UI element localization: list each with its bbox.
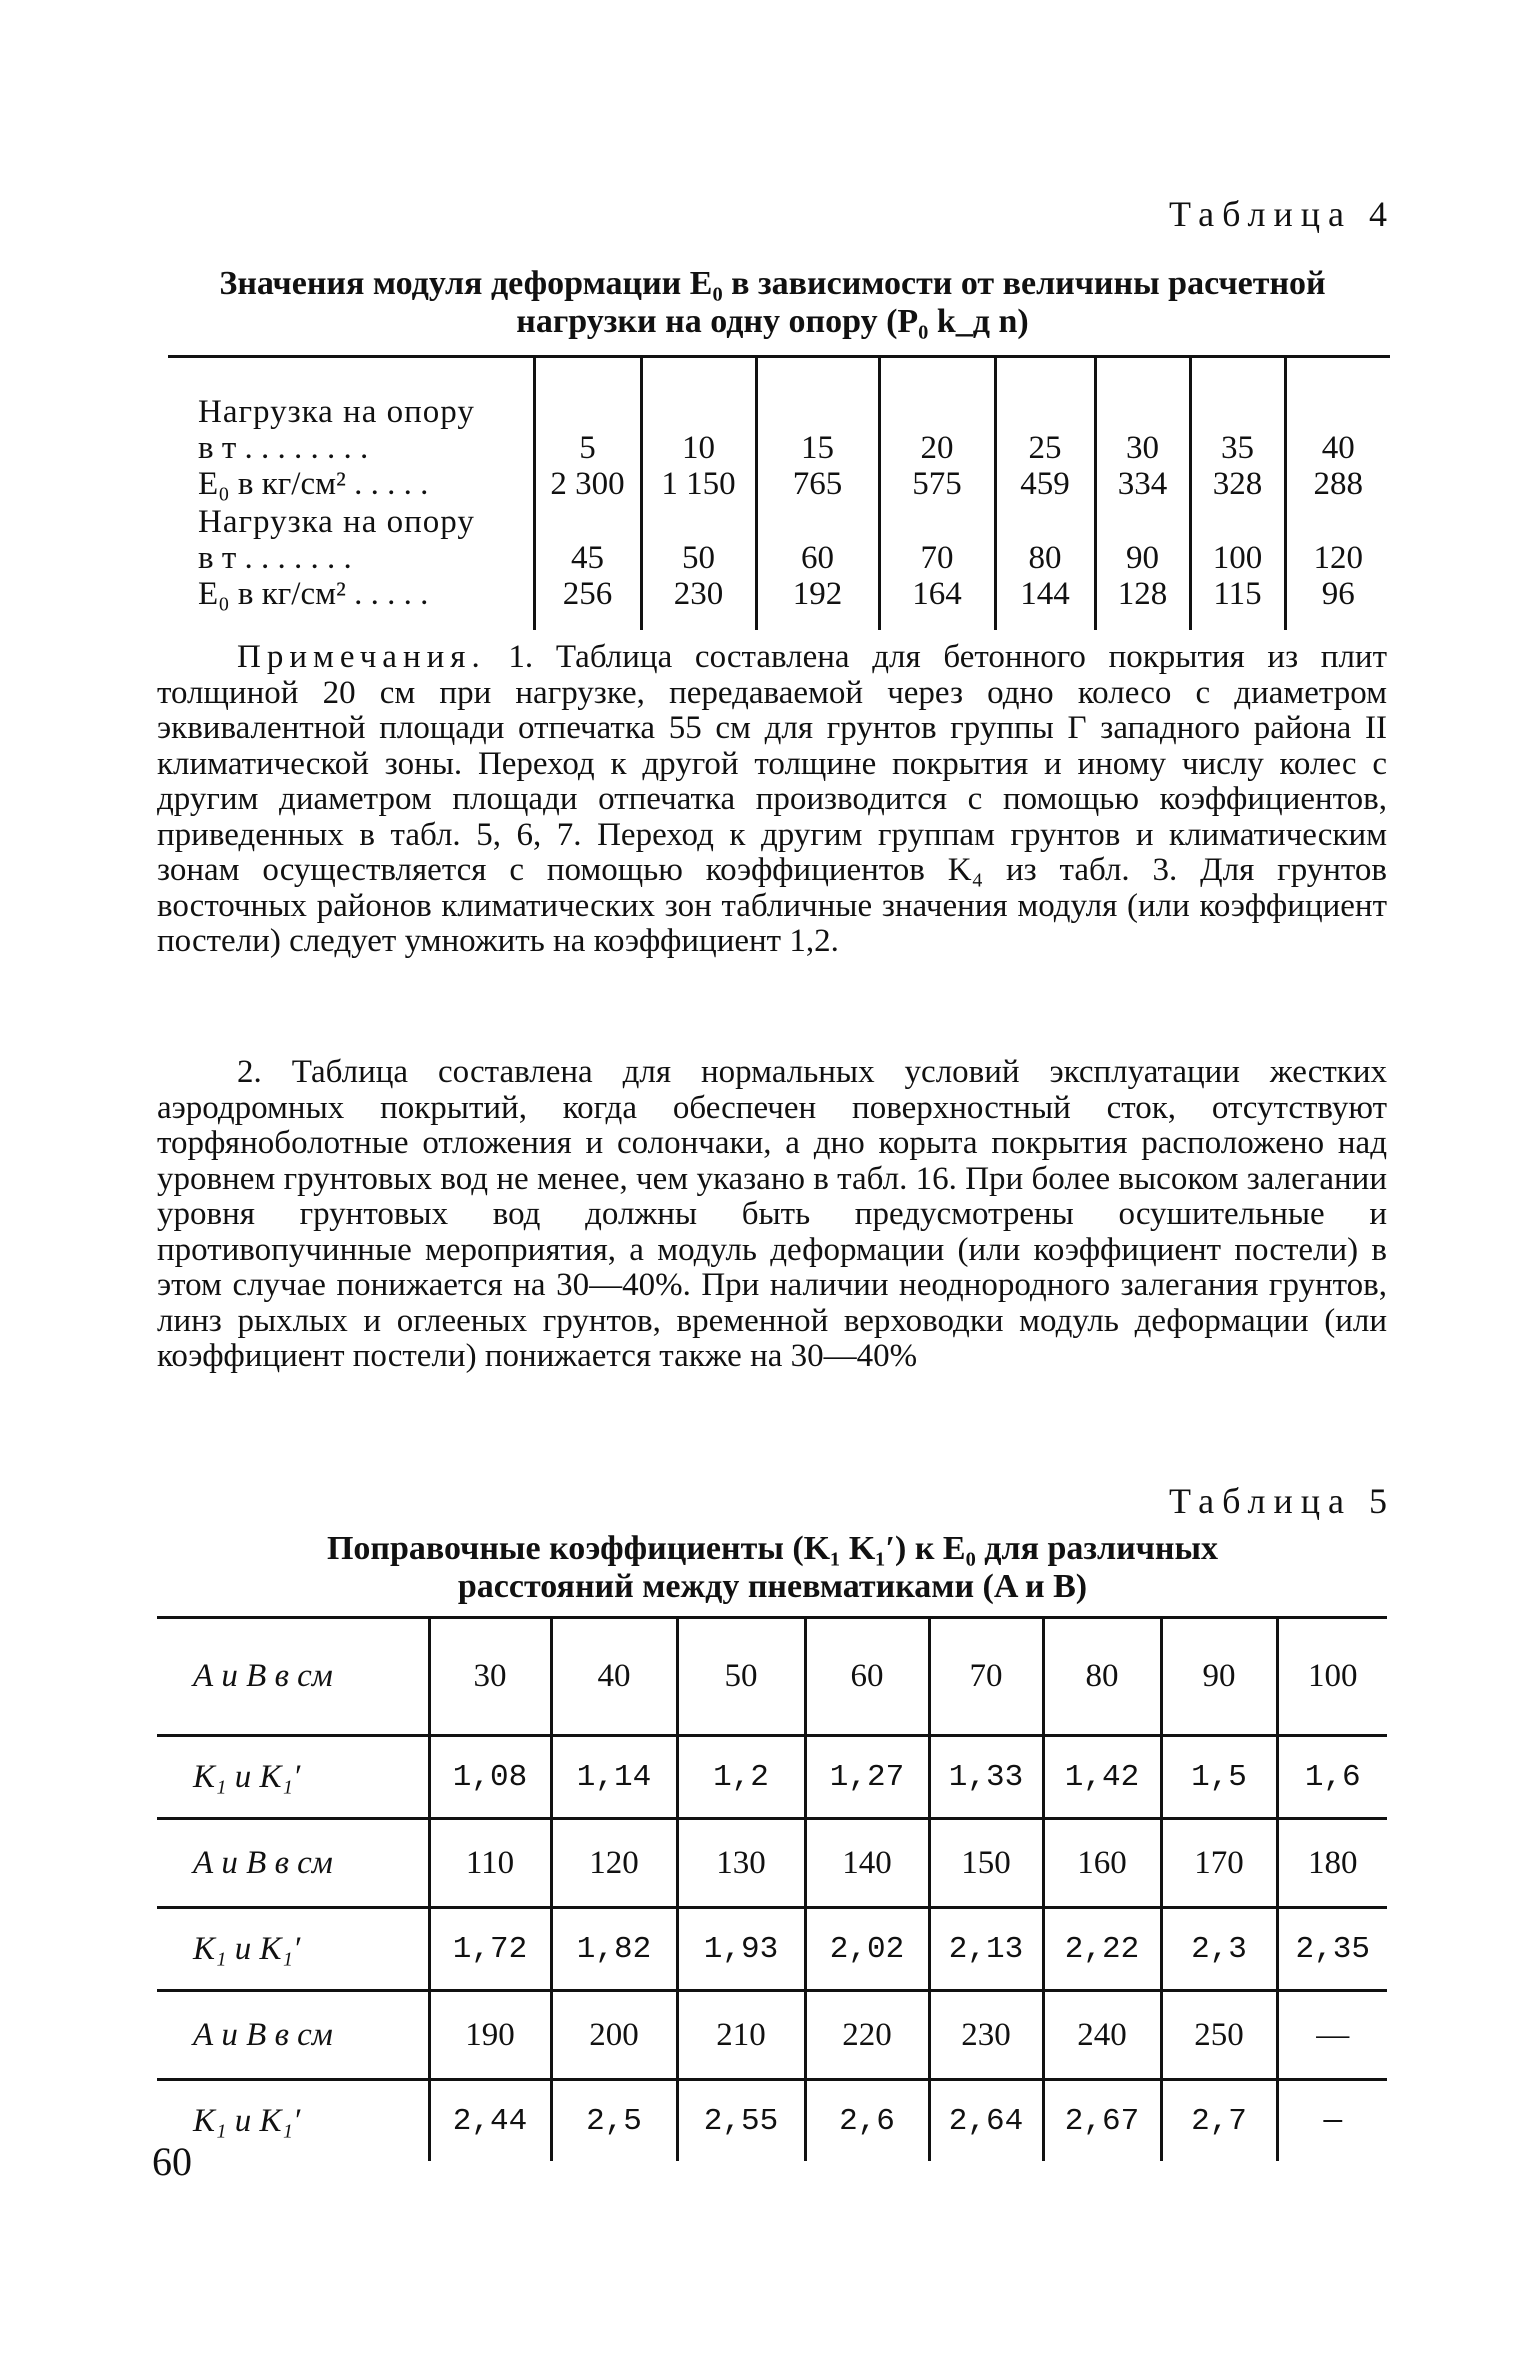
table5-k-cell: 2,5 [551, 2080, 677, 2162]
table5-k-cell: 1,93 [677, 1908, 805, 1991]
table4-e0-cell: 328 [1190, 466, 1285, 504]
table4-load2-cell: 120 [1285, 504, 1390, 576]
table5-ab-row [157, 1618, 1387, 1736]
table4-e02-cell: 192 [756, 576, 879, 630]
table5-ab-cell: — [1277, 1991, 1387, 2080]
table4-load-cell: 20 [879, 357, 995, 467]
table4 [168, 355, 1390, 630]
table5-ab-cell: 130 [677, 1819, 805, 1908]
table4-notes [157, 640, 1387, 960]
table5-k-cell: 2,44 [429, 2080, 551, 2162]
table4-e02-cell: 230 [641, 576, 756, 630]
table5-k-cell: 2,55 [677, 2080, 805, 2162]
table4-row-label [168, 357, 534, 467]
table5-caption [150, 1530, 1395, 1606]
table4-load2-cell: 70 [879, 504, 995, 576]
table5-caption-line2: расстояний между пневматиками (A и B) [457, 1568, 1088, 1605]
notes-heading: Примечания. [237, 639, 486, 675]
table4-row-label [168, 504, 534, 576]
table4-row-label-line: в т . . . . . . . [198, 540, 352, 576]
table5-k-row [157, 1736, 1387, 1819]
table4-notes-2 [157, 1055, 1387, 1375]
table5-ab-cell: 170 [1161, 1819, 1277, 1908]
table5-k-label: K₁ и K₁′ [157, 1908, 429, 1991]
table5-k-cell: 1,72 [429, 1908, 551, 1991]
table4-row-label-line: Нагрузка на опору [198, 504, 475, 540]
table5-k-cell: 2,13 [929, 1908, 1043, 1991]
table5-ab-cell: 230 [929, 1991, 1043, 2080]
table4-row-label-line: E₀ в кг/см² . . . . . [198, 576, 429, 612]
table5-k-cell: 1,08 [429, 1736, 551, 1819]
table4-caption [150, 265, 1395, 341]
table4-e0-cell: 288 [1285, 466, 1390, 504]
table4-load2-cell: 80 [995, 504, 1095, 576]
note-1-text: 1. Таблица составлена для бетонного покрытия из плит толщиной 20 см при нагрузке, передаваемой через одно колесо с диаметром эквивалентной площади отпечатка 55 см для грунтов группы Г западного района II климатической зоны. Переход к другой толщине покрытия и иному числу колес с другим диаметром площади отпечатка производится с помощью коэффициентов, приведенных в табл. 5, 6, 7. Переход к другим группам грунтов и климатическим зонам осуществляется с помощью коэффициентов K₄ из табл. 3. Для грунтов восточных районов климатических зон табличные значения модуля (или коэффициент постели) следует умножить на коэффициент 1,2. [157, 639, 1388, 959]
table5-k-cell: 1,82 [551, 1908, 677, 1991]
table5-ab-cell: 200 [551, 1991, 677, 2080]
table5-ab-label: А и В в см [193, 1658, 333, 1694]
table5-k-cell: 2,64 [929, 2080, 1043, 2162]
table4-row [168, 504, 1390, 576]
table4-row [168, 576, 1390, 630]
table4-e0-cell: 575 [879, 466, 995, 504]
table5-k-cell: 1,33 [929, 1736, 1043, 1819]
table4-row-label [168, 466, 534, 504]
table5-ab-cell: 140 [805, 1819, 929, 1908]
table5-ab-row [157, 1819, 1387, 1908]
table5-k-cell: 2,6 [805, 2080, 929, 2162]
table5-ab-cell: 120 [551, 1819, 677, 1908]
table4-row-label-line: Нагрузка на опору [198, 394, 475, 430]
table5-k-cell: 1,14 [551, 1736, 677, 1819]
table4-row-label-line: в т . . . . . . . . [198, 430, 369, 466]
table5-ab-cell: 210 [677, 1991, 805, 2080]
table4-load2-cell: 60 [756, 504, 879, 576]
table4-e0-cell: 459 [995, 466, 1095, 504]
table5-ab-cell: 180 [1277, 1819, 1387, 1908]
table5-ab-cell: 220 [805, 1991, 929, 2080]
table5-k-cell: 1,6 [1277, 1736, 1387, 1819]
table4-e0-cell: 765 [756, 466, 879, 504]
table4-load-cell: 30 [1095, 357, 1190, 467]
table5-k-cell: 2,3 [1161, 1908, 1277, 1991]
table5-ab-cell: 80 [1043, 1618, 1161, 1736]
table4-load-cell: 10 [641, 357, 756, 467]
table5-k-cell: 1,27 [805, 1736, 929, 1819]
table5-k-cell: — [1277, 2080, 1387, 2162]
table4-e02-cell: 128 [1095, 576, 1190, 630]
table5-ab-cell: 50 [677, 1618, 805, 1736]
table5-k-cell: 2,02 [805, 1908, 929, 1991]
table5-k-cell: 2,67 [1043, 2080, 1161, 2162]
table5-ab-cell: 90 [1161, 1618, 1277, 1736]
table5-ab-cell: 190 [429, 1991, 551, 2080]
table5-ab-cell: 70 [929, 1618, 1043, 1736]
table5-k-label: K₁ и K₁′ [157, 1736, 429, 1819]
table5-k-label: K₁ и K₁′ [157, 2080, 429, 2162]
table4-e0-cell: 334 [1095, 466, 1190, 504]
table4-load2-cell: 100 [1190, 504, 1285, 576]
table4-load2-cell: 50 [641, 504, 756, 576]
table4-load-cell: 15 [756, 357, 879, 467]
table5-caption-line1: Поправочные коэффициенты (K₁ K₁′) к E₀ для различных [326, 1530, 1219, 1567]
table4-load-cell: 40 [1285, 357, 1390, 467]
table5-k-cell: 1,42 [1043, 1736, 1161, 1819]
table4-e0-cell: 1 150 [641, 466, 756, 504]
table4-row-label [168, 576, 534, 630]
table4-e02-cell: 144 [995, 576, 1095, 630]
table5-k-cell: 2,35 [1277, 1908, 1387, 1991]
table4-row [168, 466, 1390, 504]
table5-ab-cell: 30 [429, 1618, 551, 1736]
table5-k-cell: 1,2 [677, 1736, 805, 1819]
table4-load-cell: 25 [995, 357, 1095, 467]
table5-k-row [157, 1908, 1387, 1991]
table5-ab-label: А и В в см [157, 1819, 429, 1908]
table5 [157, 1616, 1387, 2161]
table4-row [168, 357, 1390, 467]
table5-ab-cell: 240 [1043, 1991, 1161, 2080]
table4-load-cell: 35 [1190, 357, 1285, 467]
table4-row-label-line: E₀ в кг/см² . . . . . [198, 466, 429, 502]
table5-ab-label: А и В в см [157, 1991, 429, 2080]
table5-ab-cell: 60 [805, 1618, 929, 1736]
table4-load2-cell: 90 [1095, 504, 1190, 576]
table4-e02-cell: 115 [1190, 576, 1285, 630]
table4-load-cell: 5 [534, 357, 641, 467]
table4-label: Таблица 4 [1169, 194, 1395, 234]
table5-ab-cell: 250 [1161, 1991, 1277, 2080]
table4-e02-cell: 96 [1285, 576, 1390, 630]
table4-caption-line1: Значения модуля деформации E₀ в зависимости от величины расчетной [219, 265, 1326, 302]
table4-caption-line2: нагрузки на одну опору (P₀ k_д n) [516, 303, 1029, 340]
table5-ab-cell: 110 [429, 1819, 551, 1908]
table5-ab-row [157, 1991, 1387, 2080]
table5-k-row [157, 2080, 1387, 2162]
table4-e0-cell: 2 300 [534, 466, 641, 504]
table5-ab-cell: 40 [551, 1618, 677, 1736]
table5-k-cell: 1,5 [1161, 1736, 1277, 1819]
note-1 [157, 640, 1387, 960]
table5-k-cell: 2,22 [1043, 1908, 1161, 1991]
page-number: 60 [152, 2139, 192, 2184]
table5-ab-cell: 150 [929, 1819, 1043, 1908]
note-2: 2. Таблица составлена для нормальных условий эксплуатации жестких аэродромных покрытий, когда обеспечен поверхностный сток, отсутствуют торфяноболотные отложения и солончаки, а дно корыта покрытия расположено над уровнем грунтовых вод не менее, чем указано в табл. 16. При более высоком залегании уровня грунтовых вод должны быть предусмотрены осушительные и противопучинные мероприятия, а модуль деформации (или коэффициент постели) в этом случае понижается на 30—40%. При наличии неоднородного залегания грунтов, линз рыхлых и оглееных грунтов, временной верховодки модуль деформации (или коэффициент постели) понижается также на 30—40% [157, 1054, 1387, 1374]
table5-label: Таблица 5 [1169, 1481, 1395, 1521]
table4-e02-cell: 256 [534, 576, 641, 630]
table5-ab-cell: 100 [1277, 1618, 1387, 1736]
table4-e02-cell: 164 [879, 576, 995, 630]
table4-load2-cell: 45 [534, 504, 641, 576]
table5-ab-cell: 160 [1043, 1819, 1161, 1908]
table5-k-cell: 2,7 [1161, 2080, 1277, 2162]
